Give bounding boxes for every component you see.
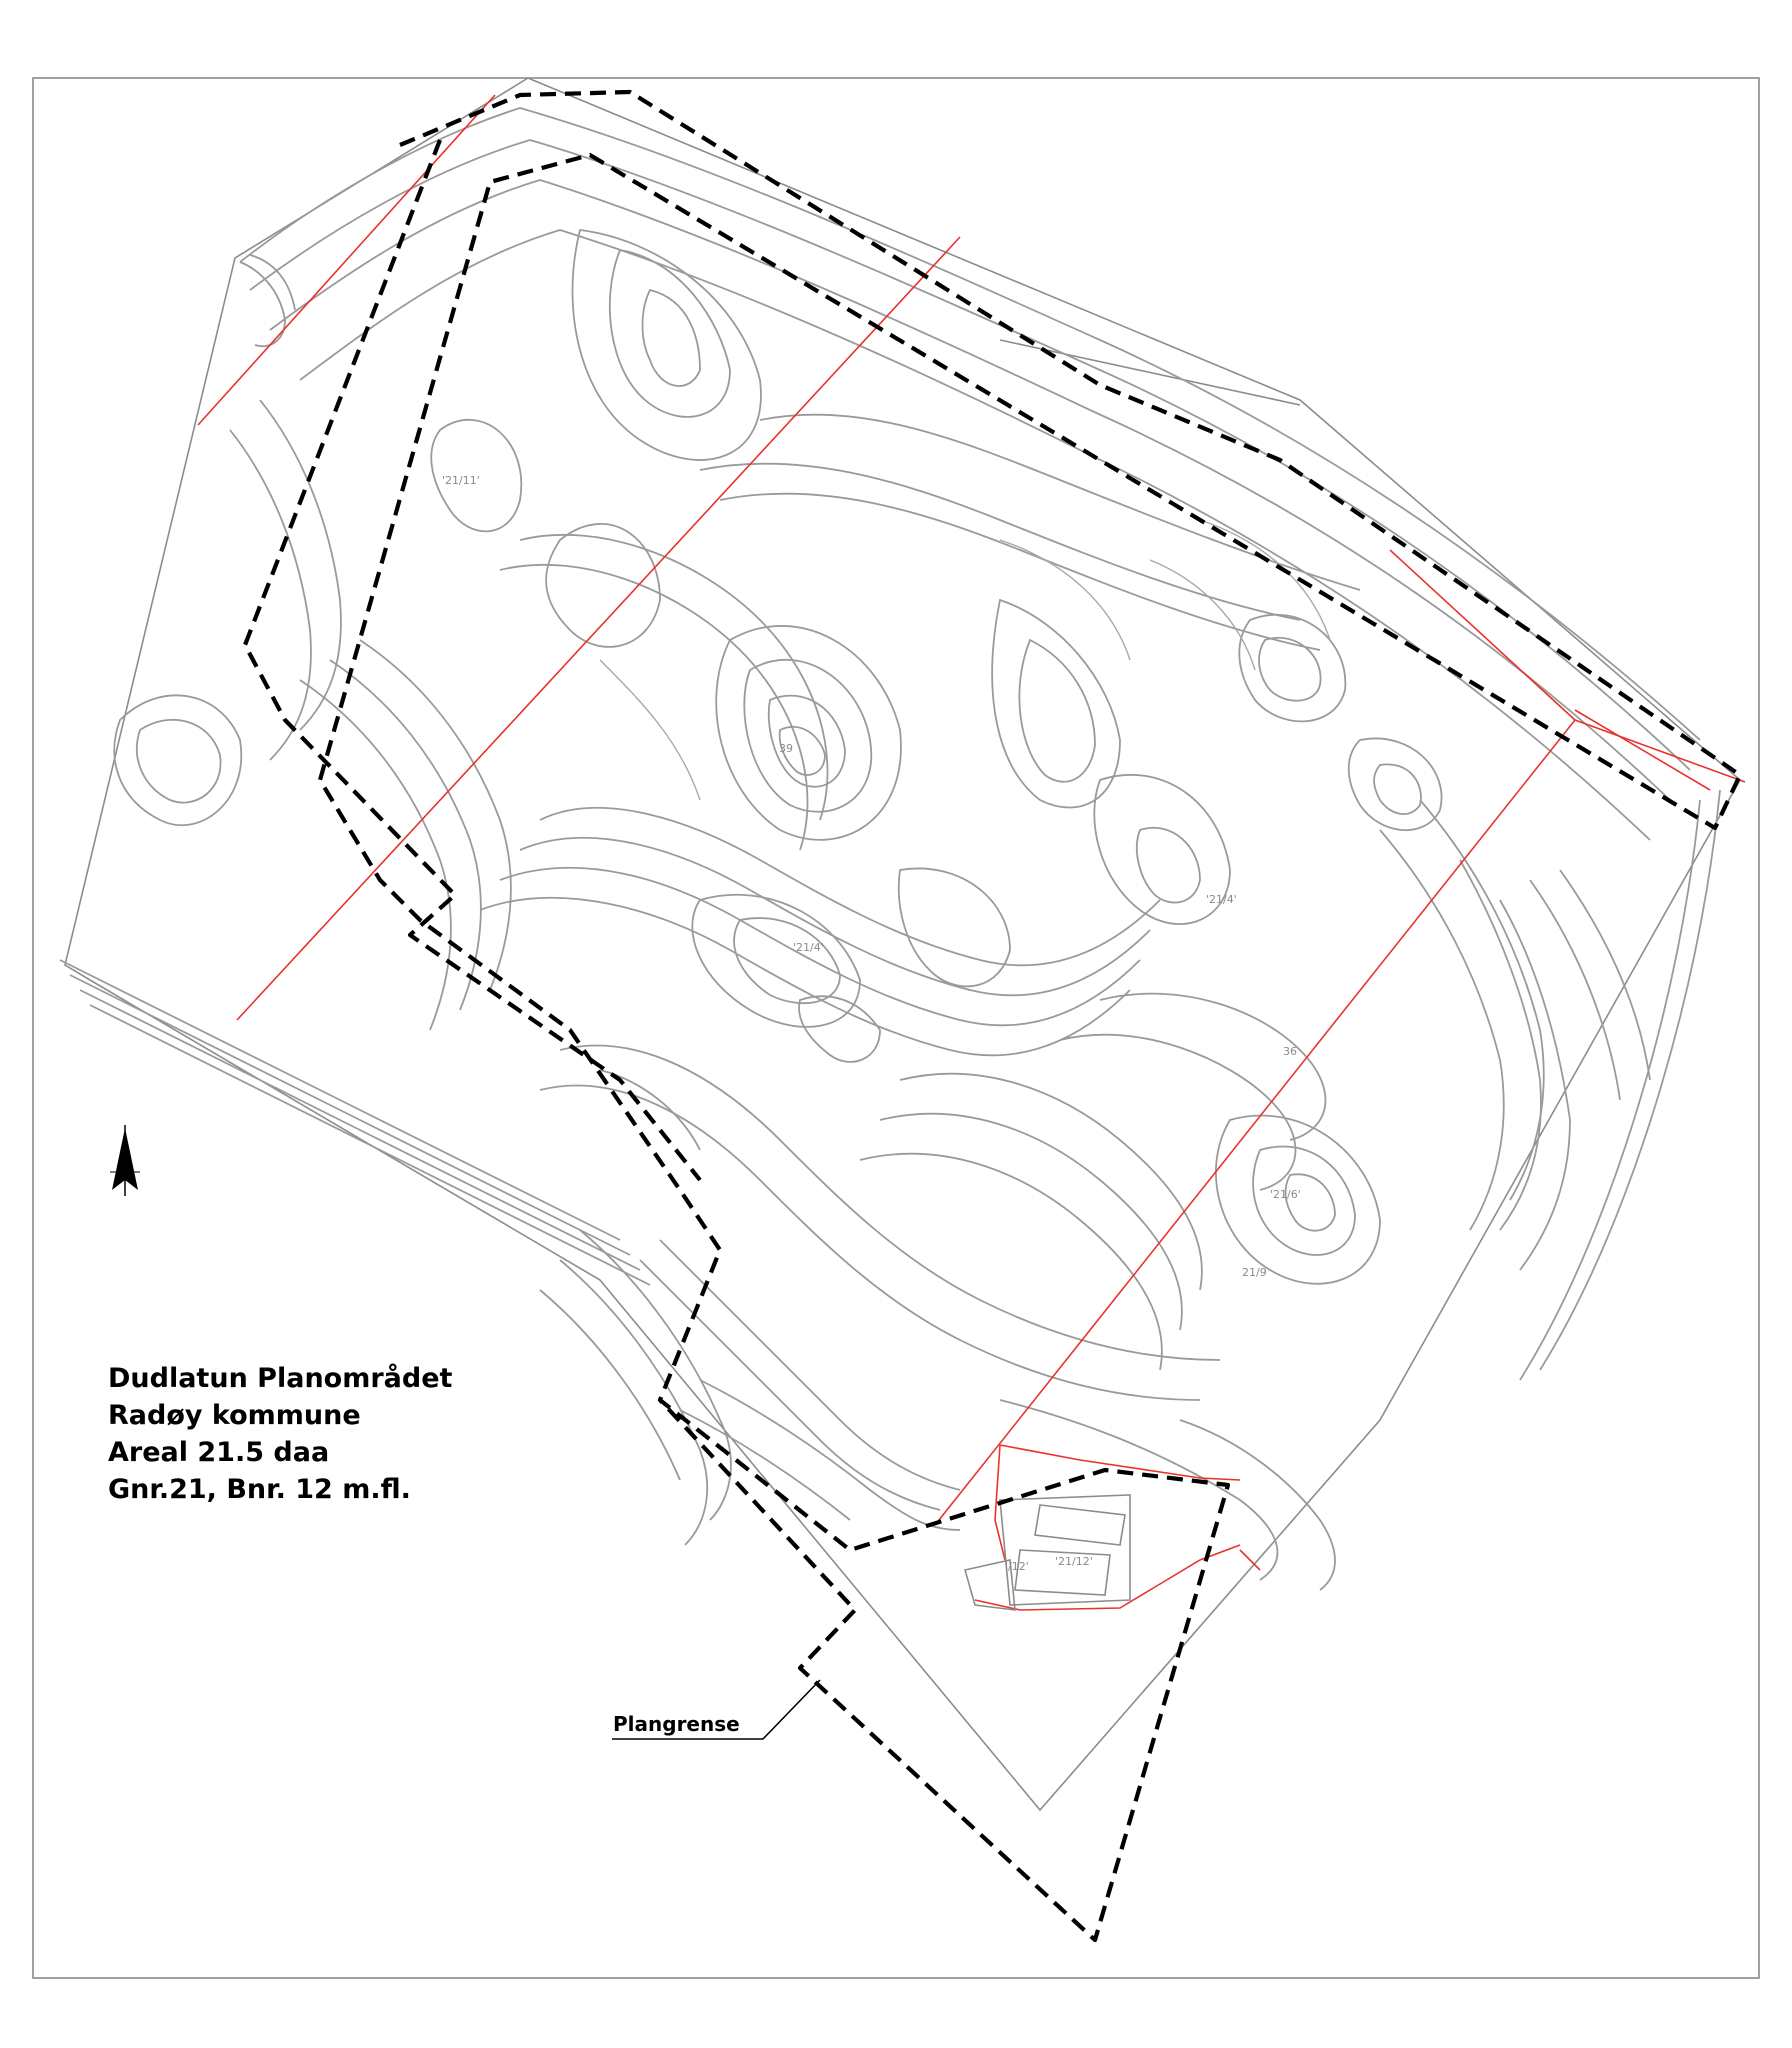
parcel-label: '21/4' [1206, 893, 1237, 906]
parcel-label: '21/6' [1270, 1188, 1301, 1201]
plan-boundary-legend [612, 1680, 820, 1739]
title-line: Areal 21.5 daa [108, 1437, 330, 1468]
north-arrow-icon [110, 1125, 140, 1196]
property-line [935, 720, 1575, 1525]
parcel-label: '/12' [1005, 1560, 1029, 1573]
parcel-label: '21/11' [442, 474, 480, 487]
parcel-label: '21/12' [1055, 1555, 1093, 1568]
building-cluster [965, 1495, 1130, 1610]
parcel-label: 21/9 [1242, 1266, 1267, 1279]
title-block [108, 1362, 453, 1505]
title-line: Dudlatun Planområdet [108, 1363, 453, 1394]
property-line [1575, 710, 1710, 790]
map-frame [33, 78, 1759, 1978]
title-line: Gnr.21, Bnr. 12 m.fl. [108, 1474, 411, 1505]
title-line: Radøy kommune [108, 1400, 361, 1431]
elevation-label: 39 [779, 742, 793, 755]
survey-area-outline [65, 78, 1740, 1810]
property-line [1000, 1445, 1240, 1480]
elevation-label: 36 [1283, 1045, 1297, 1058]
parcel-label: '21/4' [793, 941, 824, 954]
plan-boundary-label: Plangrense [613, 1712, 740, 1736]
